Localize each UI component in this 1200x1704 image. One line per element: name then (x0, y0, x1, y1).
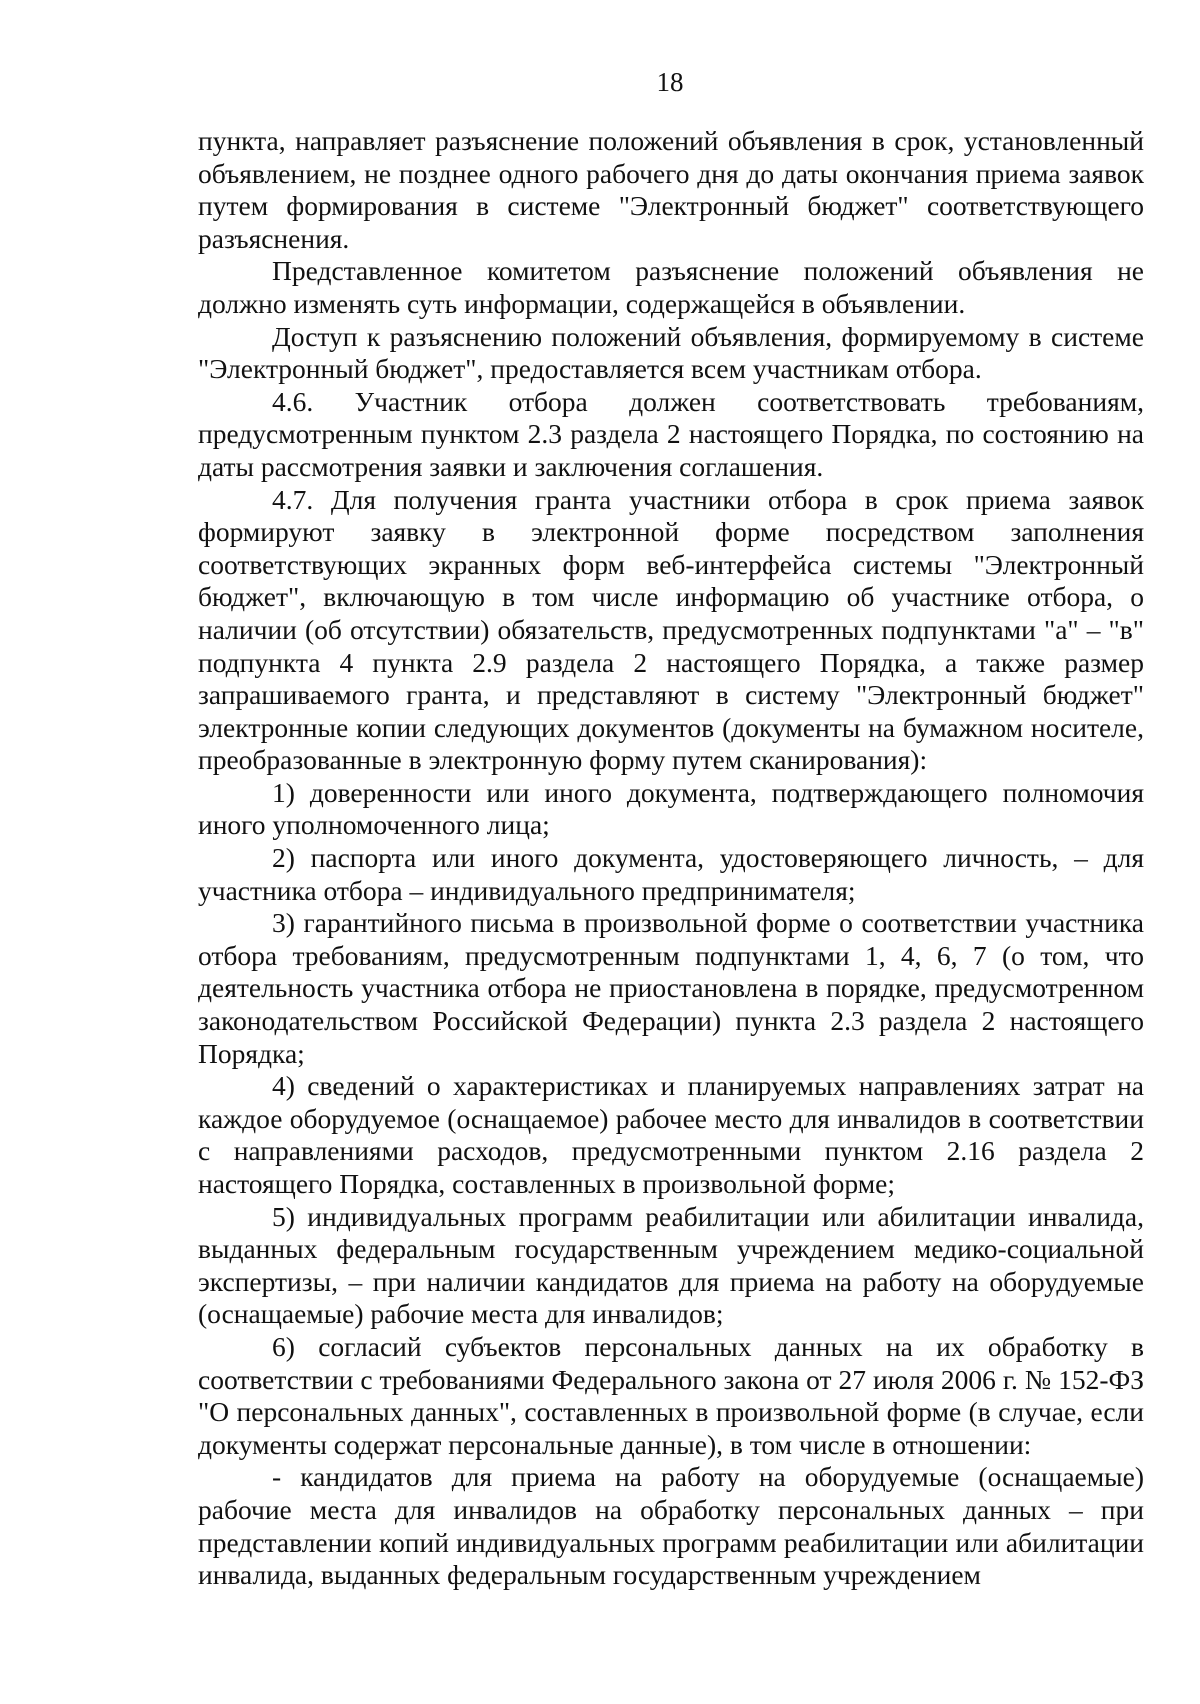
paragraph-clarification-content: Представленное комитетом разъяснение положений объявления не должно изменять суть информации, содержащейся в объявлении. (198, 255, 1144, 319)
document-body (198, 125, 1144, 1592)
paragraph-clarification-deadline: пункта, направляет разъяснение положений объявления в срок, установленный объявлением, не позднее одного рабочего дня до даты окончания приема заявок путем формирования в системе "Электронный бюджет" соответствующего разъяснения. (198, 125, 1144, 254)
page-number: 18 (656, 67, 684, 97)
list-item-2-passport: 2) паспорта или иного документа, удостоверяющего личность, – для участника отбора – индивидуального предпринимателя; (198, 842, 1144, 906)
paragraph-section-4-6: 4.6. Участник отбора должен соответствовать требованиям, предусмотренным пунктом 2.3 раздела 2 настоящего Порядка, по состоянию на даты рассмотрения заявки и заключения соглашения. (198, 385, 1144, 482)
list-item-4-workplace-costs: 4) сведений о характеристиках и планируемых направлениях затрат на каждое оборудуемое (оснащаемое) рабочее место для инвалидов в соответствии с направлениями расходов, предусмотренными пунктом 2.16 раздела 2 настоящего Порядка, составленных в произвольной форме; (198, 1070, 1144, 1199)
paragraph-section-4-7: 4.7. Для получения гранта участники отбора в срок приема заявок формируют заявку в электронной форме посредством заполнения соответствующих экранных форм веб-интерфейса системы "Электронный бюджет", включающую в том числе информацию об участнике отбора, о наличии (об отсутствии) обязательств, предусмотренных подпунктами "а" – "в" подпункта 4 пункта 2.9 раздела 2 настоящего Порядка, а также размер запрашиваемого гранта, и представляют в систему "Электронный бюджет" электронные копии следующих документов (документы на бумажном носителе, преобразованные в электронную форму путем сканирования): (198, 483, 1144, 776)
paragraph-clarification-access: Доступ к разъяснению положений объявления, формируемому в системе "Электронный бюджет", предоставляется всем участникам отбора. (198, 320, 1144, 385)
list-item-6-personal-data-consents: 6) согласий субъектов персональных данных на их обработку в соответствии с требованиями Федерального закона от 27 июля 2006 г. № 152-ФЗ "О персональных данных", составленных в произвольной форме (в случае, если документы содержат персональные данные), в том числе в отношении: (198, 1330, 1144, 1460)
list-item-1-power-of-attorney: 1) доверенности или иного документа, подтверждающего полномочия иного уполномоченного лица; (198, 776, 1144, 841)
list-item-5-rehabilitation-programs: 5) индивидуальных программ реабилитации или абилитации инвалида, выданных федеральным государственным учреждением медико-социальной экспертизы, – при наличии кандидатов для приема на работу на оборудуемые (оснащаемые) рабочие места для инвалидов; (198, 1200, 1144, 1330)
list-item-3-guarantee-letter: 3) гарантийного письма в произвольной форме о соответствии участника отбора требованиям, предусмотренным подпунктами 1, 4, 6, 7 (о том, что деятельность участника отбора не приостановлена в порядке, предусмотренном законодательством Российской Федерации) пункта 2.3 раздела 2 настоящего Порядка; (198, 907, 1144, 1069)
list-subitem-candidates: - кандидатов для приема на работу на оборудуемые (оснащаемые) рабочие места для инвалидов на обработку персональных данных – при представлении копий индивидуальных программ реабилитации или абилитации инвалида, выданных федеральным государственным учреждением (198, 1461, 1144, 1591)
